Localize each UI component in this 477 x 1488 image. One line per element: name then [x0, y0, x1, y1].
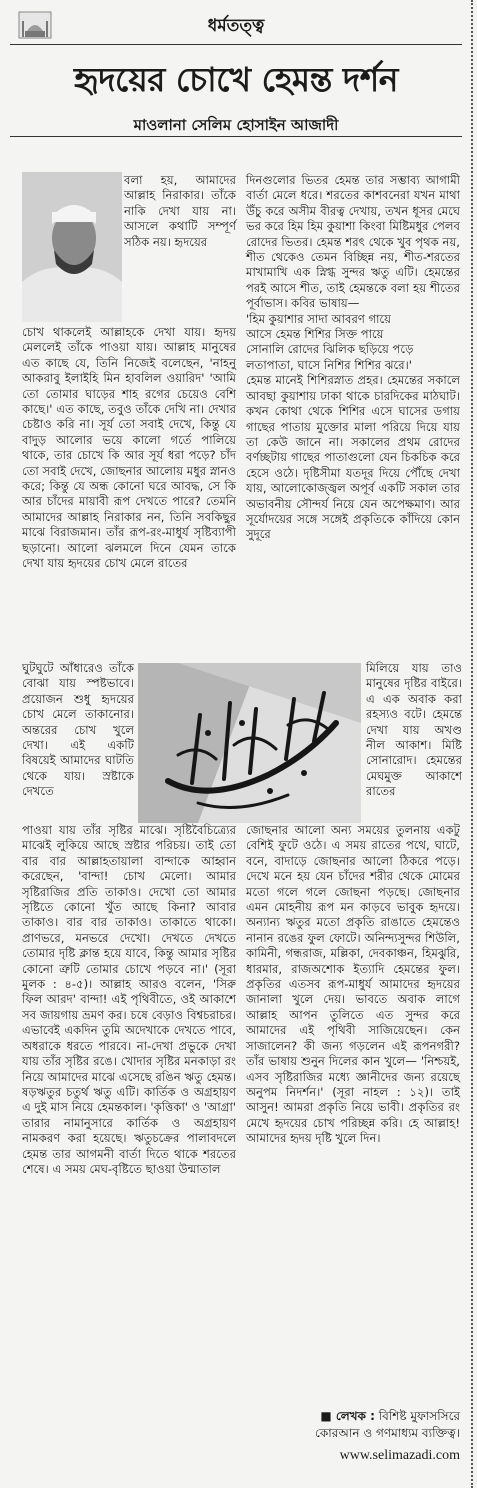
author-portrait-image [22, 172, 122, 322]
poem-line: লতাপাতা, ঘাসে নিশির শিশির ঝরে।' [246, 357, 412, 372]
poem-line: 'হিম কুয়াশার সাদা আবরণ গায়ে [246, 311, 391, 326]
paragraph-text: দিনগুলোর ভিতর হেমন্ত তার সম্ভাব্য আগামী বার্তা মেলে ধরে। শরতের কাশবনেরা যখন মাথা উঁচু করে অসীম বীরত্ব দেখায়, তখন ধূসর মেঘে ভর করে হিম হিম কুয়াশা কিংবা মিষ্টিমধুর পেলব রোদের ভিতর। হেমন্ত শরৎ থেকে খুব পৃথক নয়, শীত থেকেও তেমন বিচ্ছিন্ন নয়, শীত-শরতের মাখামাখি এক স্নিগ্ধ সুন্দর ঋতু এটি। হেমন্তের পরই আসে শীত, তাই হেমন্তকে বলা হয় শীতের পূর্বাভাস। কবির ভাষায়— [246, 173, 460, 311]
article-author: মাওলানা সেলিম হোসাইন আজাদী [133, 116, 339, 134]
article-headline: হৃদয়ের চোখে হেমন্ত দর্শন [74, 60, 398, 99]
poem-line: সোনালি রোদের ঝিলিক ছড়িয়ে পড়ে [246, 342, 414, 357]
author-rule [10, 136, 462, 137]
page-column-divider [471, 0, 473, 1488]
article-column-right-upper [246, 173, 460, 543]
section-header [10, 8, 462, 44]
section-title: ধর্মতত্ত্ব [207, 16, 265, 36]
article-column-left-side: ঘুটঘুটে আঁধারেও তাঁকে বোঝা যায় স্পষ্টভাবে। প্রয়োজন শুধু হৃদয়ের চোখ মেলে তাকানোর। অন্তরের চোখ খুলে দেখা। এই একটি বিষয়েই আমাদের ঘাটতি থেকে যায়। স্রষ্টাকে দেখতে [22, 661, 134, 799]
website-link[interactable]: www.selimazadi.com [339, 1448, 460, 1463]
header-rule [10, 44, 462, 45]
article-column-left-main: চোখ থাকলেই আল্লাহকে দেখা যায়। হৃদয় মেললেই তাঁকে পাওয়া যায়। আল্লাহ মানুষের এত কাছে যে, তিনি নিজেই বলেছেন, 'নাহনু আকরাবু ইলাইহি মিন হাবলিল ওয়ারিদ' 'আমি তো তোমার ঘাড়ের শাহ রগের চেয়েও বেশি কাছে।' এত কাছে, তবুও তাঁকে দেখি না। দেখার চেষ্টাও করি না। সূর্য তো সবাই দেখে, কিন্তু যে বাদুড় আলোর ভয়ে কালো গর্তে পালিয়ে থাকে, তার চোখে কি আর সূর্য ধরা পড়ে? চাঁদ তো সবাই দেখে, জোছনার আলোয় মধুর স্নানও করে; কিন্তু যে অন্ধ কোনো ঘরে আবদ্ধ, সে কি আর চাঁদের মায়াবী রূপ দেখতে পারে? তেমনি আমাদের আল্লাহ নিরাকার নন, তিনি সবকিছুর মাঝে বিরাজমান। তাঁর রূপ-রং-মাধুর্য সৃষ্টিব্যাপী ছড়ানো। আলো ঝলমলে দিনে যেমন তাকে দেখা যায় হৃদয়ের চোখ মেলে রাতের [22, 325, 236, 571]
calligraphy-artwork [138, 663, 361, 823]
author-note [296, 1408, 460, 1442]
poem-line: আসে হেমন্ত শিশির সিক্ত পায়ে [246, 327, 384, 342]
article-column-left-lower: পাওয়া যায় তাঁর সৃষ্টির মাঝে। সৃষ্টিবৈচিত্র্যের মাঝেই লুকিয়ে আছে স্রষ্টার পরিচয়। তাই তো বার বার আল্লাহতায়ালা বান্দাকে আহ্বান করেছেন, 'বান্দা! চোখ মেলো। আমার সৃষ্টিরাজির প্রতি তাকাও। দেখো তো আমার সৃষ্টিতে কোনো খুঁত আছে কিনা? আবার তাকাও। বার বার তাকাও। তাকাতে থাকো। প্রাণভরে, মনভরে দেখো। দেখতে দেখতে তোমার দৃষ্টি ক্লান্ত হয়ে যাবে, কিন্তু আমার সৃষ্টির কোনো ত্রুটি তোমার চোখে পড়বে না।' (সূরা মুলক : ৪-৫)। আল্লাহ আরও বলেন, 'সিরু ফিল আরদ' বান্দা! এই পৃথিবীতে, ওই আকাশে সব জায়গায় ভ্রমণ কর। চষে বেড়াও বিশ্বচরাচর। এভাবেই একদিন তুমি অদেখাকে দেখতে পাবে, অধরাকে ধরতে পারবে। না-দেখা প্রভুকে দেখা যায় তাঁর সৃষ্টির রঙে। খোদার সৃষ্টির মনকাড়া রং নিয়ে আমাদের মাঝে এসেছে রঙিন ঋতু হেমন্ত। ষড়ঋতুর চতুর্থ ঋতু এটি। কার্তিক ও অগ্রহায়ণ এ দুই মাস নিয়ে হেমন্তকাল। 'কৃত্তিকা' ও 'আগ্রা' তারার নামানুসারে কার্তিক ও অগ্রহায়ণ নামকরণ করা হয়েছে। ঋতুচক্রের পালাবদলে হেমন্ত তার আগমনী বার্তা দিতে থাকে শরতের শেষে। এ সময় মেঘ-বৃষ্টিতে ছাওয়া উন্মাতাল [22, 823, 236, 1176]
arabic-calligraphy-image [138, 663, 361, 823]
paragraph-text: হেমন্ত মানেই শিশিরস্নাত প্রহর। হেমন্তের সকালে আবছা কুয়াশায় ঢাকা থাকে চারদিকের মাঠঘাট। কখন কোথা থেকে শিশির এসে ঘাসের ডগায় গাছের পাতায় মুক্তোর মালা পরিয়ে দিয়ে যায় তা কেউ জানে না। সকালের প্রথম রোদের বর্ণচ্ছটায় গাছের পাতাগুলো যেন চিকচিক করে হেসে ওঠে। দৃষ্টিসীমা যতদূর দিয়ে পৌঁছে দেখা যায়, আলোকোজ্জ্বল অপূর্ব একটি সকাল তার অভাবনীয় সৌন্দর্য নিয়ে যেন অপেক্ষমাণ। আর সূর্যোদয়ের সঙ্গে সঙ্গেই প্রকৃতিকে কাঁদিয়ে কোন সুদূরে [246, 373, 460, 542]
article-column-left-intro: বলা হয়, আমাদের আল্লাহ নিরাকার। তাঁকে নাকি দেখা যায় না। আসলে কথাটি সম্পূর্ণ সঠিক নয়। হৃদয়ের [124, 173, 236, 249]
newspaper-page [10, 8, 462, 1478]
author-photo [22, 172, 122, 322]
author-note-text: বিশিষ্ট মুফাসসিরে কোরআন ও গণমাধ্যম ব্যক্তিত্ব। [315, 1409, 460, 1440]
article-column-right-lower: জোছনার আলো অন্য সময়ের তুলনায় একটু বেশিই ফুটে ওঠে। এ সময় রাতের পথে, ঘাটে, বনে, বাদাড়ে জোছনার আলো ঠিকরে পড়ে। দেখে মনে হয় যেন চাঁদের শরীর থেকে মোমের মতো গলে গলে জোছনা পড়ছে। জোছনার এমন মোহনীয় রূপ মন কাড়বে ভাবুক হৃদয়ে। অন্যান্য ঋতুর মতো প্রকৃতি রাঙাতে হেমন্তেও নানান রঙের ফুল ফোটে। অনিন্দ্যসুন্দর শিউলি, কামিনী, গন্ধরাজ, মল্লিকা, দেবকাঞ্চন, হিমঝুরি, ধারমার, রাজঅশোক ইত্যাদি হেমন্তের ফুল। প্রকৃতির এতসব রূপ-মাধুর্য আমাদের হৃদয়ের জানালা খুলে দেয়। ভাবতে অবাক লাগে আল্লাহ আপন তুলিতে এত সুন্দর করে আমাদের এই পৃথিবী সাজিয়েছেন। কেন সাজালেন? কী জন্য গড়লেন এই রূপনগরী? তাঁর ভাষায় শুনুন দিলের কান খুলে— 'নিশ্চয়ই, এসব সৃষ্টিরাজির মধ্যে জ্ঞানীদের জন্য রয়েছে অনুপম নিদর্শন।' (সূরা নাহল : ১২)। তাই আসুন! আমরা প্রকৃতি নিয়ে ভাবী। প্রকৃতির রং মেখে হৃদয়ের চোখ পরিচ্ছন্ন করি। হে আল্লাহ! আমাদের হৃদয় দৃষ্টি খুলে দিন। [246, 823, 460, 1146]
article-column-right-side: মিলিয়ে যায় তাও মানুষের দৃষ্টির বাইরে। এ এক অবাক করা রহস্যও বটে। হেমন্তে দেখা যায় অখণ্ড নীল আকাশ। মিষ্টি সোনারোদ। হেমন্তের মেঘমুক্ত আকাশে রাতের [366, 661, 462, 799]
author-note-label: ■ লেখক : [320, 1409, 375, 1423]
